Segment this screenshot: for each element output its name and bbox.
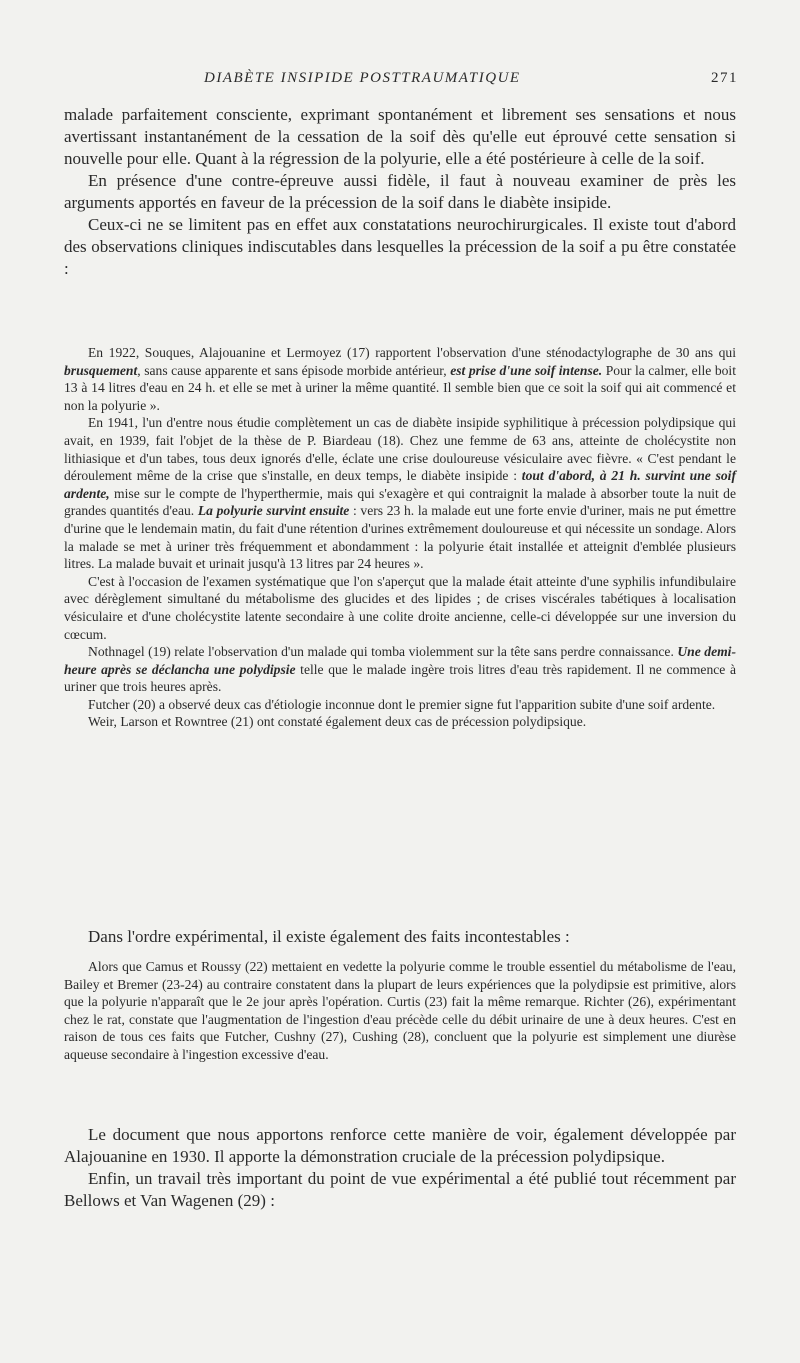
experimental-facts — [64, 958, 736, 1064]
observation-souques: En 1922, Souques, Alajouanine et Lermoyez (17) rapportent l'observation d'une sténodactylographe de 30 ans qui brusquement, sans cause apparente et sans épisode morbide antérieur, est prise d'une soif intense. Pour la calmer, elle boit 13 à 14 litres d'eau en 24 h. et elle se met à uriner la même quantité. Il semble bien que ce soit la soif qui ait commencé et non la polyurie ». — [64, 345, 736, 413]
experimental-intro-section — [64, 926, 736, 948]
intro-section — [64, 104, 736, 280]
closing-paragraph-2: Enfin, un travail très important du point de vue expérimental a été publié tout récemment par Bellows et Van Wagenen (29) : — [64, 1169, 736, 1210]
observation-1941: En 1941, l'un d'entre nous étudie complètement un cas de diabète insipide syphilitique à précession polydipsique qui avait, en 1939, fait l'objet de la thèse de P. Biardeau (18). Chez une femme de 63 ans, atteinte de cholécystite non lithiasique et d'un tabes, tous deux ignorés d'elle, éclate une crise douloureuse vésiculaire avec fièvre. « C'est pendant le déroulement même de la crise que s'installe, en deux temps, le diabète insipide : tout d'abord, à 21 h. survint une soif ardente, mise sur le compte de l'hyperthermie, mais qui s'exagère et qui contraignit la malade à absorber toute la nuit de grandes quantités d'eau. La polyurie survint ensuite : vers 23 h. la malade eut une forte envie d'uriner, mais ne put émettre d'urine que le lendemain matin, du fait d'une rétention d'urines extrêmement douloureuse et qui nécessite un sondage. Alors la malade se met à uriner très fréquemment et abondamment : la polyurie était installée et atteignit d'emblée plusieurs litres. La malade buvait et urinait jusqu'à 13 litres par 24 heures ». — [64, 415, 736, 572]
closing-section — [64, 1124, 736, 1212]
intro-paragraph-1: malade parfaitement consciente, exprimant spontanément et librement ses sensations et nous avertissant instantanément de la cessation de la soif dès qu'elle eut éprouvé cette sensation si nouvelle pour elle. Quant à la régression de la polyurie, elle a été postérieure à celle de la soif. — [64, 105, 736, 168]
experimental-intro: Dans l'ordre expérimental, il existe également des faits incontestables : — [88, 927, 570, 946]
observation-nothnagel: Nothnagel (19) relate l'observation d'un malade qui tomba violemment sur la tête sans perdre connaissance. Une demi-heure après se déclancha une polydipsie telle que le malade ingère trois litres d'eau très rapidement. Il ne commence à uriner que trois heures après. — [64, 644, 736, 695]
experimental-paragraph: Alors que Camus et Roussy (22) mettaient en vedette la polyurie comme le trouble essentiel du métabolisme de l'eau, Bailey et Bremer (23-24) au contraire constatent dans la plupart de leurs expériences que la polydipsie est primitive, alors que la polyurie n'apparaît que le 2e jour après l'opération. Curtis (23) fait la même remarque. Richter (26), expérimentant chez le rat, constate que l'augmentation de l'ingestion d'eau précède celle du débit urinaire de une à deux heures. C'est en raison de tous ces faits que Futcher, Cushny (27), Cushing (28), concluent que la polyurie est simplement une diurèse aqueuse secondaire à l'ingestion excessive d'eau. — [64, 959, 736, 1062]
page-number: 271 — [711, 70, 738, 86]
closing-paragraph-1: Le document que nous apportons renforce cette manière de voir, également développée par Alajouanine en 1930. Il apporte la démonstration cruciale de la précession polydipsique. — [64, 1125, 736, 1166]
intro-paragraph-2: En présence d'une contre-épreuve aussi fidèle, il faut à nouveau examiner de près les arguments apportés en faveur de la précession de la soif dans le diabète insipide. — [64, 171, 736, 212]
observation-syphilis: C'est à l'occasion de l'examen systématique que l'on s'aperçut que la malade était atteinte d'une syphilis infundibulaire avec dérèglement simultané du métabolisme des glucides et des lipides ; de crises viscérales tabétiques à localisation vésiculaire et d'une cholécystite latente secondaire à une colite droite ancienne, celle-ci développée sur une inversion du cœcum. — [64, 573, 736, 642]
clinical-observations — [64, 344, 736, 731]
observation-weir: Weir, Larson et Rowntree (21) ont constaté également deux cas de précession polydipsique. — [88, 714, 587, 730]
intro-paragraph-3: Ceux-ci ne se limitent pas en effet aux constatations neurochirurgicales. Il existe tout d'abord des observations cliniques indiscutables dans lesquelles la précession de la soif a pu être constatée : — [64, 215, 736, 278]
running-title: DIABÈTE INSIPIDE POSTTRAUMATIQUE — [204, 70, 521, 86]
observation-futcher: Futcher (20) a observé deux cas d'étiologie inconnue dont le premier signe fut l'apparition subite d'une soif ardente. — [88, 696, 716, 712]
